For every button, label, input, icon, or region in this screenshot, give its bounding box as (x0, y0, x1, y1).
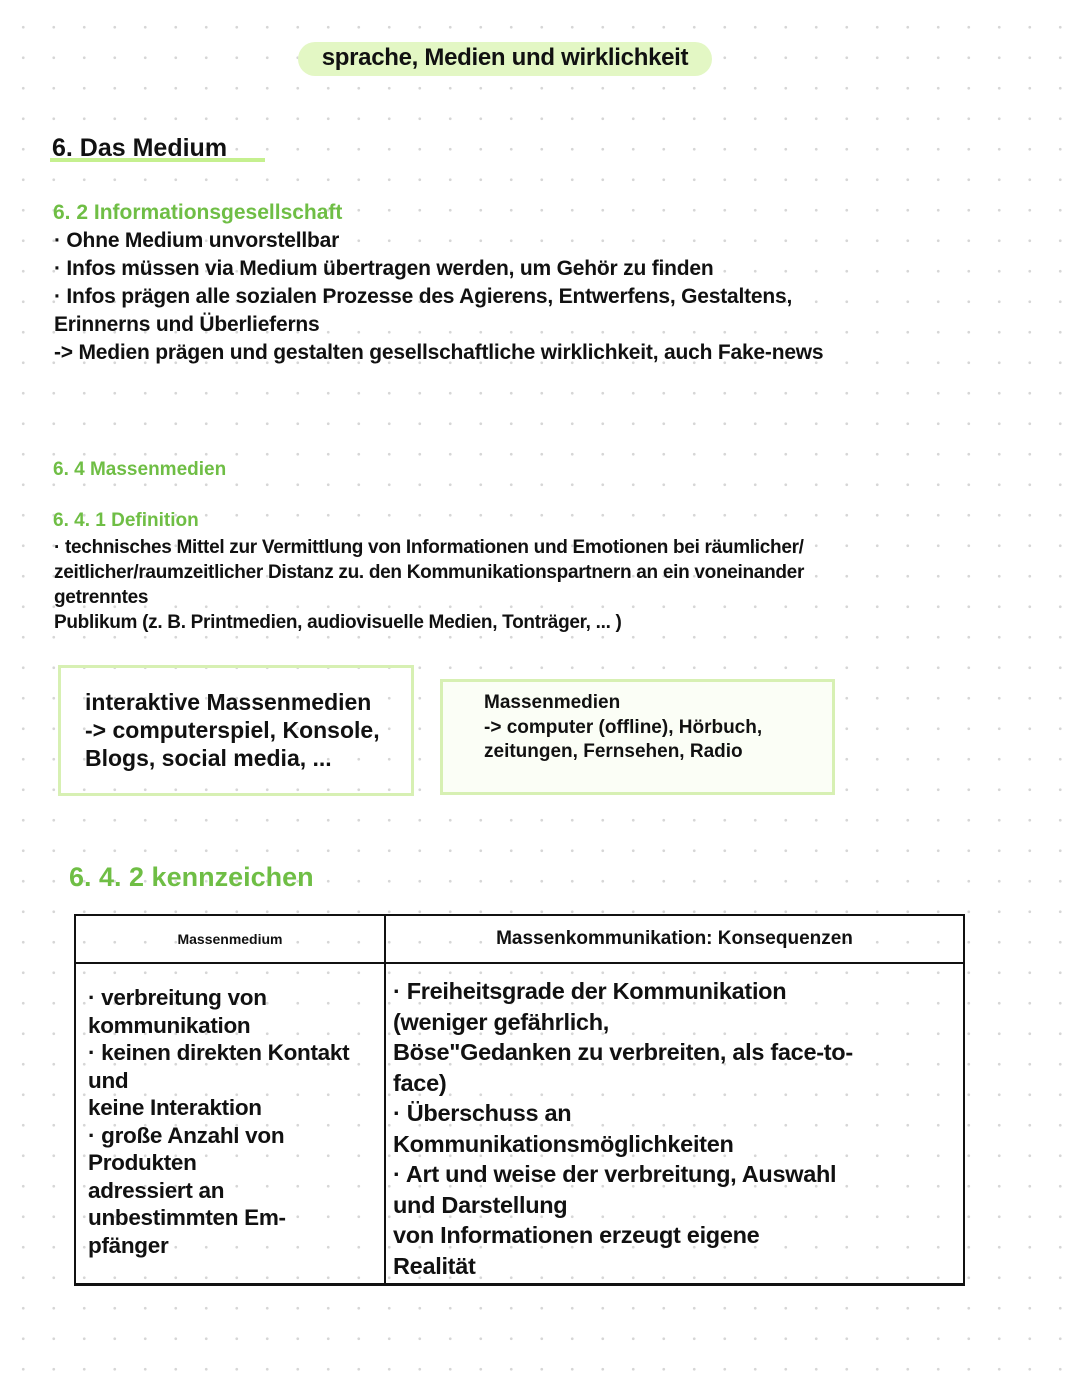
text-line: · Ohne Medium unvorstellbar (54, 229, 340, 252)
text-line: kommunikation (88, 1012, 251, 1038)
text-line: -> computerspiel, Konsole, (85, 717, 380, 743)
kennzeichen-table (74, 914, 965, 1286)
massenmedien-heading: 6. 4 Massenmedien (53, 459, 227, 480)
text-line: · große Anzahl von (88, 1122, 285, 1148)
interaktive-massenmedien-box (58, 665, 414, 796)
informationsgesellschaft-text (54, 227, 823, 367)
kennzeichen-heading: 6. 4. 2 kennzeichen (69, 862, 314, 892)
massenmedien-box (440, 679, 835, 795)
text-line: getrenntes (54, 587, 149, 608)
text-line: adressiert an (88, 1177, 225, 1203)
table-cell (75, 963, 385, 1285)
text-line: Kommunikationsmöglichkeiten (393, 1130, 734, 1157)
text-line: · Art und weise der verbreitung, Auswahl (393, 1161, 837, 1187)
text-line: unbestimmten Em- (88, 1205, 286, 1230)
text-line: -> Medien prägen und gestalten gesellschaftliche wirklichkeit, auch Fake-news (54, 341, 824, 364)
box-text (85, 688, 380, 772)
text-line: Blogs, social media, ... (85, 745, 332, 771)
informationsgesellschaft-heading: 6. 2 Informationsgesellschaft (53, 201, 343, 224)
table-cell (385, 963, 964, 1285)
text-line: Publikum (z. B. Printmedien, audiovisuelle Medien, Tonträger, ... ) (54, 612, 622, 633)
text-line: · Überschuss an (393, 1100, 572, 1126)
box-text (484, 691, 762, 765)
text-line: zeitungen, Fernsehen, Radio (484, 741, 743, 762)
text-line: Realität (393, 1252, 476, 1279)
text-line: · technisches Mittel zur Vermittlung von Informationen und Emotionen bei räumlicher/ (54, 537, 804, 558)
definition-text (54, 535, 804, 635)
section-heading: 6. Das Medium (52, 134, 228, 162)
text-line: face) (393, 1069, 447, 1096)
definition-heading: 6. 4. 1 Definition (53, 510, 199, 531)
text-line: von Informationen erzeugt eigene (393, 1222, 760, 1248)
table-row (75, 963, 964, 1285)
text-line: Massenmedien (484, 692, 621, 713)
text-line: interaktive Massenmedien (85, 689, 372, 715)
text-line: · Infos müssen via Medium übertragen werden, um Gehör zu finden (54, 257, 714, 280)
text-line: Erinnerns und Überlieferns (54, 313, 320, 336)
column-header: Massenkommunikation: Konsequenzen (385, 915, 964, 963)
text-line: · Freiheitsgrade der Kommunikation (393, 978, 787, 1004)
table-header-row (75, 915, 964, 963)
text-line: · Infos prägen alle sozialen Prozesse des Agierens, Entwerfens, Gestaltens, (54, 285, 793, 308)
text-line: zeitlicher/raumzeitlicher Distanz zu. den Kommunikationspartnern an ein voneinander (54, 562, 805, 583)
column-header: Massenmedium (75, 915, 385, 963)
text-line: und (88, 1067, 129, 1093)
text-line: keine Interaktion (88, 1095, 262, 1120)
text-line: (weniger gefährlich, (393, 1008, 609, 1035)
text-line: Produkten (88, 1150, 197, 1175)
text-line: -> computer (offline), Hörbuch, (484, 716, 763, 738)
text-line: Böse"Gedanken zu verbreiten, als face-to- (393, 1039, 853, 1065)
text-line: und Darstellung (393, 1191, 568, 1218)
text-line: pfänger (88, 1232, 169, 1258)
page-title: sprache, Medien und wirklichkeit (321, 44, 689, 71)
text-line: · verbreitung von (88, 985, 267, 1010)
text-line: · keinen direkten Kontakt (88, 1040, 350, 1065)
